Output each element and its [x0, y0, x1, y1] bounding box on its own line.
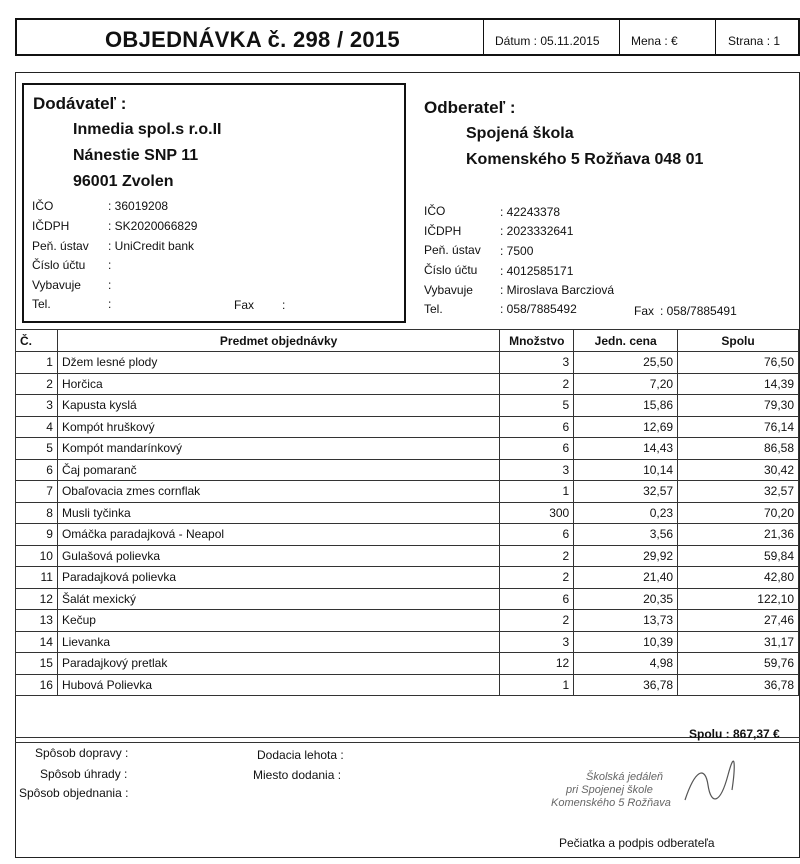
- row-total: 59,84: [678, 545, 799, 567]
- payment-label: Spôsob úhrady :: [40, 767, 128, 781]
- customer-ico-label: IČO: [424, 204, 446, 218]
- row-qty: 3: [500, 631, 574, 653]
- table-row: [16, 416, 799, 438]
- row-qty: 6: [500, 438, 574, 460]
- row-qty: 1: [500, 481, 574, 503]
- row-unit-price: 15,86: [574, 395, 678, 417]
- customer-ico-value: : 42243378: [500, 205, 561, 219]
- customer-account-value: : 4012585171: [500, 264, 574, 278]
- row-no: 13: [16, 610, 58, 632]
- row-total: 76,14: [678, 416, 799, 438]
- page-number: Strana : 1: [728, 34, 781, 48]
- table-row: [16, 588, 799, 610]
- customer-address: Komenského 5 Rožňava 048 01: [466, 151, 704, 168]
- row-unit-price: 36,78: [574, 674, 678, 696]
- row-qty: 3: [500, 459, 574, 481]
- header-divider: [619, 18, 620, 56]
- table-row: [16, 631, 799, 653]
- row-qty: 300: [500, 502, 574, 524]
- row-desc: Kečup: [57, 610, 499, 632]
- row-no: 11: [16, 567, 58, 589]
- row-no: 15: [16, 653, 58, 675]
- row-desc: Paradajková polievka: [57, 567, 499, 589]
- supplier-tel-label: Tel.: [32, 297, 51, 311]
- row-unit-price: 7,20: [574, 373, 678, 395]
- customer-tel-label: Tel.: [424, 302, 443, 316]
- customer-icdph-value: : 2023332641: [500, 224, 574, 238]
- row-no: 2: [16, 373, 58, 395]
- row-desc: Džem lesné plody: [57, 352, 499, 374]
- row-desc: Lievanka: [57, 631, 499, 653]
- table-row: [16, 502, 799, 524]
- row-unit-price: 4,98: [574, 653, 678, 675]
- customer-tel-value: : 058/7885492: [500, 302, 577, 316]
- row-total: 21,36: [678, 524, 799, 546]
- items-table: [15, 329, 799, 696]
- supplier-ico-value: : 36019208: [108, 199, 169, 213]
- row-unit-price: 29,92: [574, 545, 678, 567]
- col-header-desc: Predmet objednávky: [57, 330, 499, 352]
- customer-bank-label: Peň. ústav: [424, 243, 481, 257]
- row-total: 59,76: [678, 653, 799, 675]
- row-desc: Kapusta kyslá: [57, 395, 499, 417]
- supplier-fax-label: Fax: [234, 298, 255, 312]
- transport-label: Spôsob dopravy :: [35, 746, 129, 760]
- row-desc: Šalát mexický: [57, 588, 499, 610]
- row-unit-price: 3,56: [574, 524, 678, 546]
- row-desc: Obaľovacia zmes cornflak: [57, 481, 499, 503]
- table-row: [16, 395, 799, 417]
- row-no: 4: [16, 416, 58, 438]
- table-row: [16, 481, 799, 503]
- sum-value: 867,37 €: [733, 727, 780, 741]
- supplier-heading: Dodávateľ :: [33, 94, 127, 113]
- table-row: [16, 352, 799, 374]
- row-desc: Musli tyčinka: [57, 502, 499, 524]
- row-unit-price: 0,23: [574, 502, 678, 524]
- row-desc: Hubová Polievka: [57, 674, 499, 696]
- row-desc: Kompót mandarínkový: [57, 438, 499, 460]
- row-qty: 12: [500, 653, 574, 675]
- row-qty: 2: [500, 373, 574, 395]
- row-no: 8: [16, 502, 58, 524]
- table-row: [16, 545, 799, 567]
- supplier-street: Nánestie SNP 11: [73, 147, 199, 164]
- supplier-icdph-value: : SK2020066829: [108, 219, 198, 233]
- supplier-contact-value: :: [108, 278, 112, 292]
- col-header-total: Spolu: [678, 330, 799, 352]
- row-qty: 3: [500, 352, 574, 374]
- row-no: 3: [16, 395, 58, 417]
- sum-row-line: [15, 742, 800, 743]
- sum-row-line: [15, 737, 800, 738]
- row-unit-price: 21,40: [574, 567, 678, 589]
- row-unit-price: 10,39: [574, 631, 678, 653]
- row-total: 36,78: [678, 674, 799, 696]
- row-desc: Paradajkový pretlak: [57, 653, 499, 675]
- row-no: 7: [16, 481, 58, 503]
- row-unit-price: 25,50: [574, 352, 678, 374]
- row-desc: Horčica: [57, 373, 499, 395]
- row-desc: Omáčka paradajková - Neapol: [57, 524, 499, 546]
- row-qty: 6: [500, 524, 574, 546]
- supplier-fax-value: :: [282, 298, 286, 312]
- col-header-unit: Jedn. cena: [574, 330, 678, 352]
- supplier-bank-label: Peň. ústav: [32, 239, 89, 253]
- stamp-line: Komenského 5 Rožňava: [551, 797, 671, 809]
- row-qty: 1: [500, 674, 574, 696]
- row-qty: 2: [500, 610, 574, 632]
- row-total: 122,10: [678, 588, 799, 610]
- row-qty: 5: [500, 395, 574, 417]
- supplier-bank-value: : UniCredit bank: [108, 239, 195, 253]
- row-unit-price: 13,73: [574, 610, 678, 632]
- order-date: Dátum : 05.11.2015: [495, 34, 600, 48]
- row-unit-price: 14,43: [574, 438, 678, 460]
- table-row: [16, 674, 799, 696]
- stamp-line: Školská jedáleň: [586, 771, 664, 783]
- ordering-label: Spôsob objednania :: [19, 786, 129, 800]
- row-desc: Kompót hruškový: [57, 416, 499, 438]
- row-no: 1: [16, 352, 58, 374]
- row-no: 16: [16, 674, 58, 696]
- customer-contact-value: : Miroslava Barcziová: [500, 283, 615, 297]
- page-title: OBJEDNÁVKA č. 298 / 2015: [105, 27, 400, 52]
- row-unit-price: 12,69: [574, 416, 678, 438]
- table-row: [16, 373, 799, 395]
- row-total: 76,50: [678, 352, 799, 374]
- customer-name: Spojená škola: [466, 125, 574, 142]
- customer-contact-label: Vybavuje: [424, 283, 473, 297]
- supplier-ico-label: IČO: [32, 199, 54, 213]
- table-row: [16, 610, 799, 632]
- row-total: 70,20: [678, 502, 799, 524]
- customer-bank-value: : 7500: [500, 244, 534, 258]
- row-total: 32,57: [678, 481, 799, 503]
- col-header-no: Č.: [16, 330, 58, 352]
- signature-label: Pečiatka a podpis odberateľa: [559, 836, 715, 850]
- header-divider: [715, 18, 716, 56]
- row-qty: 6: [500, 416, 574, 438]
- supplier-city: 96001 Zvolen: [73, 173, 174, 190]
- customer-fax-value: : 058/7885491: [660, 304, 737, 318]
- row-unit-price: 32,57: [574, 481, 678, 503]
- delivery-term-label: Dodacia lehota :: [257, 748, 344, 762]
- customer-account-label: Číslo účtu: [424, 263, 478, 277]
- row-unit-price: 10,14: [574, 459, 678, 481]
- table-row: [16, 524, 799, 546]
- row-unit-price: 20,35: [574, 588, 678, 610]
- supplier-name: Inmedia spol.s r.o.II: [73, 121, 222, 138]
- delivery-place-label: Miesto dodania :: [253, 768, 342, 782]
- row-qty: 2: [500, 545, 574, 567]
- table-row: [16, 459, 799, 481]
- supplier-contact-label: Vybavuje: [32, 278, 81, 292]
- signature-mark: [680, 760, 740, 810]
- row-total: 79,30: [678, 395, 799, 417]
- supplier-account-value: :: [108, 258, 112, 272]
- header-divider: [483, 18, 484, 56]
- supplier-account-label: Číslo účtu: [32, 258, 86, 272]
- table-header-row: [16, 330, 799, 352]
- row-qty: 2: [500, 567, 574, 589]
- row-no: 10: [16, 545, 58, 567]
- row-qty: 6: [500, 588, 574, 610]
- row-no: 12: [16, 588, 58, 610]
- row-desc: Čaj pomaranč: [57, 459, 499, 481]
- row-total: 27,46: [678, 610, 799, 632]
- customer-icdph-label: IČDPH: [424, 224, 462, 238]
- currency: Mena : €: [631, 34, 678, 48]
- customer-fax-label: Fax: [634, 304, 655, 318]
- sum-label: Spolu :: [689, 727, 730, 741]
- stamp-line: pri Spojenej škole: [566, 784, 653, 796]
- row-desc: Gulašová polievka: [57, 545, 499, 567]
- row-total: 86,58: [678, 438, 799, 460]
- row-total: 31,17: [678, 631, 799, 653]
- table-row: [16, 567, 799, 589]
- row-total: 30,42: [678, 459, 799, 481]
- row-no: 5: [16, 438, 58, 460]
- row-no: 9: [16, 524, 58, 546]
- row-no: 6: [16, 459, 58, 481]
- table-row: [16, 438, 799, 460]
- col-header-qty: Množstvo: [500, 330, 574, 352]
- supplier-icdph-label: IČDPH: [32, 219, 70, 233]
- supplier-tel-value: :: [108, 297, 112, 311]
- customer-heading: Odberateľ :: [424, 98, 516, 117]
- row-total: 14,39: [678, 373, 799, 395]
- table-row: [16, 653, 799, 675]
- row-total: 42,80: [678, 567, 799, 589]
- row-no: 14: [16, 631, 58, 653]
